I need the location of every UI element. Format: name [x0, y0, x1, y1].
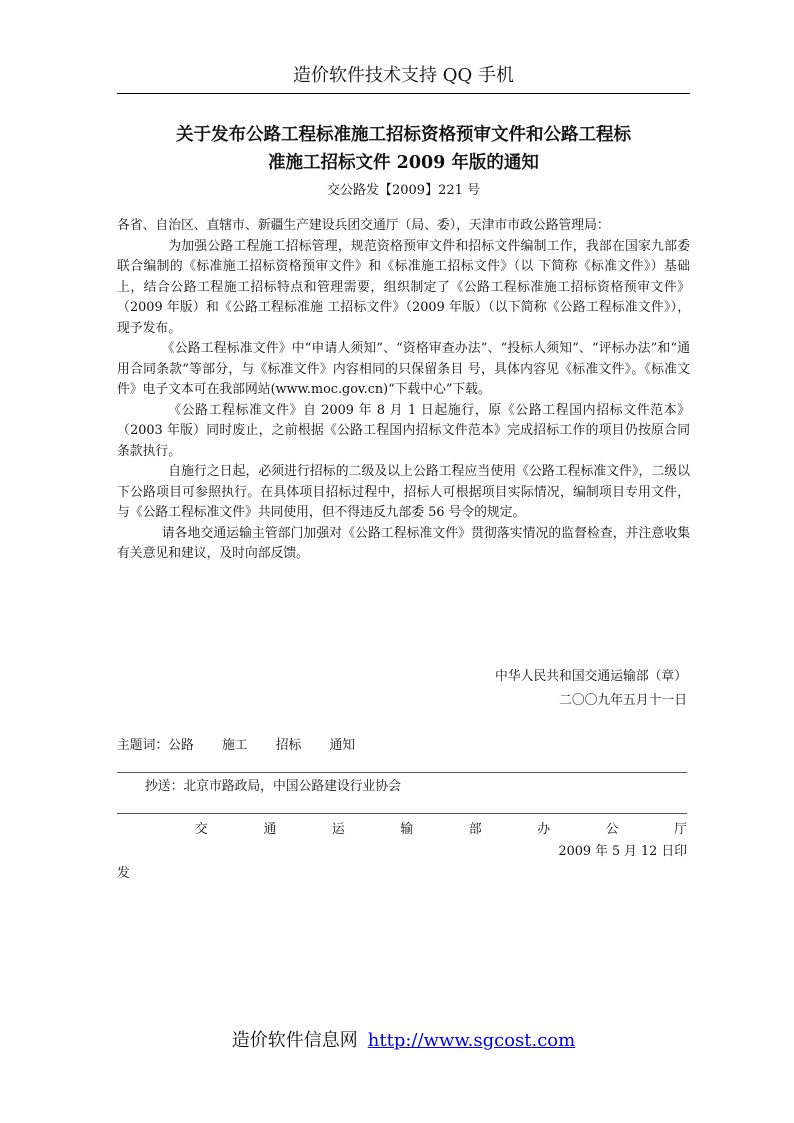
cc-line: 抄送：北京市路政局，中国公路建设行业协会	[145, 779, 401, 794]
signer-date: 二〇〇九年五月十一日	[559, 693, 687, 708]
cc-top-divider	[117, 772, 687, 773]
page-header: 造价软件技术支持 QQ 手机	[293, 65, 514, 86]
document-number: 交公路发【2009】221 号	[326, 183, 481, 198]
paragraph-4: 自施行之日起，必须进行招标的二级及以上公路工程应当使用《公路工程标准文件》，二级以下公路项目可参照执行。在具体项目招标过程中，招标人可根据项目实际情况，编制项目专用文件，与《公路工程标准文件》共同使用，但不得违反九部委 56 号令的规定。	[117, 464, 690, 520]
header-divider	[117, 93, 690, 94]
office-char: 交	[195, 822, 208, 837]
title-line-1: 关于发布公路工程标准施工招标资格预审文件和公路工程标	[176, 125, 631, 145]
paragraph-1: 为加强公路工程施工招标管理，规范资格预审文件和招标文件编制工作，我部在国家九部委联合编制的《标准施工招标资格预审文件》和《标准施工招标文件》（以 下简称《标准文件》）基础上，结合公路工程施工招标特点和管理需要，组织制定了《公路工程标准施工招标资格预审文件》（2009 年版）和《公路工程标准施 工招标文件》（2009 年版）（以下简称《公路工程标准文件》），现予发布。	[117, 238, 690, 336]
office-char: 输	[400, 822, 414, 837]
paragraph-3: 《公路工程标准文件》自 2009 年 8 月 1 日起施行，原《公路工程国内招标文件范本》（2003 年版）同时废止，之前根据《公路工程国内招标文件范本》完成招标工作的项目仍按原合同条款执行。	[117, 402, 690, 459]
paragraph-2: 《公路工程标准文件》中“申请人须知”、“资格审查办法”、“投标人须知”、“评标办法”和“通用合同条款”等部分，与《标准文件》内容相同的只保留条目 号，具体内容见《标准文件》。《标准文件》电子文本可在我部网站(www.moc.gov.cn)“下载中心”下载。	[117, 341, 690, 397]
office-char: 部	[468, 822, 482, 837]
cc-bottom-divider	[117, 813, 687, 814]
footer-site-name: 造价软件信息网	[231, 1030, 358, 1051]
office-char: 厅	[674, 822, 687, 837]
title-line-2: 准施工招标文件 2009 年版的通知	[268, 153, 539, 173]
keyword-item: 施工	[221, 738, 248, 753]
document-body	[117, 216, 690, 565]
document-title	[117, 121, 690, 177]
office-char: 办	[537, 822, 551, 837]
keyword-item: 通知	[329, 738, 356, 753]
office-char: 通	[263, 822, 277, 837]
print-date: 2009 年 5 月 12 日印	[558, 844, 687, 859]
office-char: 公	[605, 822, 619, 837]
keyword-item: 招标	[275, 738, 302, 753]
keywords-label: 主题词：	[117, 738, 169, 753]
office-char: 运	[331, 822, 345, 837]
paragraph-5: 请各地交通运输主管部门加强对《公路工程标准文件》贯彻落实情况的监督检查，并注意收集有关意见和建议，及时向部反馈。	[117, 525, 690, 561]
keyword-item: 公路	[168, 738, 194, 753]
signer-org: 中华人民共和国交通运输部（章）	[495, 669, 687, 684]
footer-link[interactable]: http://www.sgcost.com	[367, 1030, 576, 1051]
page-footer	[117, 1028, 690, 1054]
print-date-tail: 发	[117, 866, 130, 881]
addressee: 各省、自治区、直辖市、新疆生产建设兵团交通厅（局、委），天津市市政公路管理局：	[117, 218, 610, 233]
keywords-line	[117, 736, 690, 756]
issuing-office	[117, 819, 687, 841]
signature-block	[117, 665, 687, 713]
